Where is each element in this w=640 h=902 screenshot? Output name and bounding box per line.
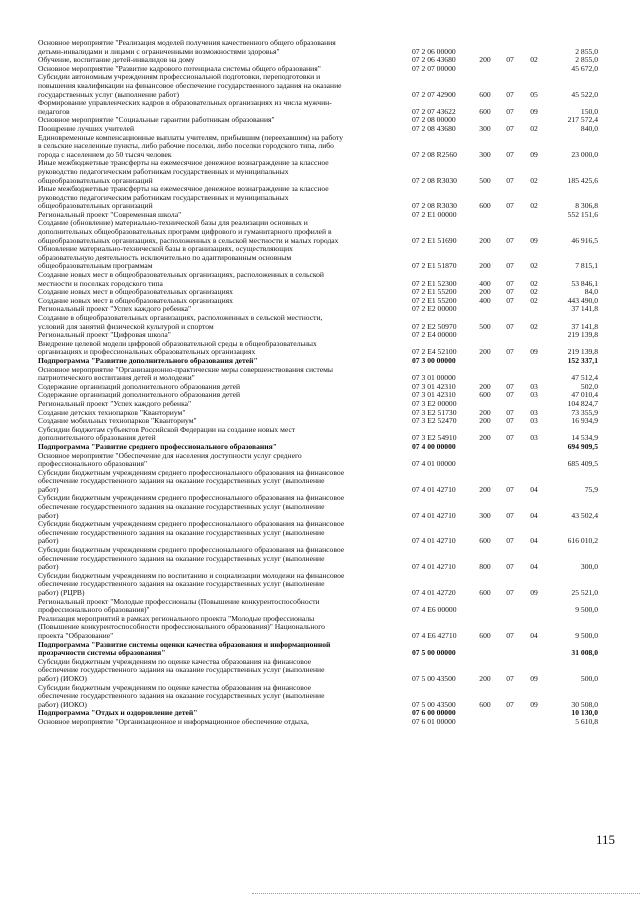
amount: 152 337,1 [567,355,598,365]
section-code: 07 [506,347,514,357]
target-article-code: 07 4 01 42710 [412,562,456,572]
subsection-code: 03 [530,407,538,417]
table-row [0,159,640,185]
amount: 219 139,8 [567,347,598,357]
subsection-code: 04 [530,630,538,640]
amount: 23 000,0 [571,149,598,159]
amount: 616 010,2 [567,536,598,546]
subsection-code: 03 [530,381,538,391]
row-description: Содержание организаций дополнительного образования детей [38,381,241,391]
amount: 53 846,1 [571,278,598,288]
table-row [0,520,640,546]
table-row [0,271,640,288]
target-article-code: 07 2 08 R3030 [412,175,457,185]
target-article-code: 07 6 00 00000 [412,708,456,718]
section-code: 07 [506,287,514,297]
expense-type: 400 [479,278,491,288]
subsection-code: 04 [530,510,538,520]
amount: 37 141,8 [571,304,598,314]
row-description: Субсидии бюджетным учреждениям среднего профессионального образования на финансовое обеспечение государственного задания на оказание государственных услуг (выполнение работ) [38,493,345,520]
row-description: Создание новых мест в общеобразовательных организациях [38,295,233,305]
amount: 14 534,9 [571,433,598,443]
target-article-code: 07 3 01 00000 [412,373,456,383]
expense-type: 200 [479,407,491,417]
row-description: Субсидии бюджетным учреждениям по оценке качества образования на финансовое обеспечение государственного задания на оказание государственных услуг (выполнение работ) (ИОКО) [38,682,325,709]
section-code: 07 [506,536,514,546]
section-code: 07 [506,699,514,709]
amount: 46 916,5 [571,235,598,245]
table-row [0,452,640,469]
amount: 500,0 [580,673,598,683]
amount: 7 815,1 [575,261,598,271]
section-code: 07 [506,630,514,640]
row-description: Основное мероприятие "Социальные гарантии работникам образования" [38,115,275,125]
table-row [0,134,640,160]
expense-type: 200 [479,347,491,357]
table-row [0,314,640,331]
target-article-code: 07 3 E2 54910 [412,433,457,443]
subprogram-row [0,641,640,658]
target-article-code: 07 6 01 00000 [412,716,456,726]
table-row [0,366,640,383]
expense-type: 500 [479,321,491,331]
row-description: Субсидии бюджетным учреждениям по воспитанию и социализации молодежи на финансовое обеспечение государственного задания на оказание государственных услуг (выполнение работ) (РЦРВ) [38,570,345,597]
subsection-code: 05 [530,89,538,99]
subsection-code: 02 [530,295,538,305]
expense-type: 500 [479,175,491,185]
expense-type: 800 [479,562,491,572]
amount: 37 141,8 [571,321,598,331]
target-article-code: 07 2 08 00000 [412,115,456,125]
table-row [0,185,640,211]
table-row [0,494,640,520]
section-code: 07 [506,106,514,116]
amount: 31 008,0 [571,648,598,658]
amount: 217 572,4 [567,115,598,125]
row-description: Поощрение лучших учителей [38,123,135,133]
table-row [0,572,640,598]
target-article-code: 07 3 E2 51730 [412,407,457,417]
row-description: Формирование управленческих кадров в образовательных организациях из числа мужчин- педагогов [38,98,332,116]
target-article-code: 07 2 07 42900 [412,89,456,99]
amount: 185 425,6 [567,175,598,185]
target-article-code: 07 2 E1 55200 [412,295,457,305]
target-article-code: 07 4 01 42710 [412,510,456,520]
target-article-code: 07 2 E4 00000 [412,330,457,340]
section-code: 07 [506,562,514,572]
expense-type: 300 [479,123,491,133]
target-article-code: 07 2 E2 00000 [412,304,457,314]
amount: 502,0 [580,381,598,391]
target-article-code: 07 4 01 00000 [412,459,456,469]
amount: 43 502,4 [571,510,598,520]
section-code: 07 [506,278,514,288]
subsection-code: 02 [530,175,538,185]
target-article-code: 07 4 01 42720 [412,588,456,597]
subsection-code: 09 [530,106,538,116]
amount: 8 306,8 [575,201,598,211]
subsection-code: 09 [530,588,538,597]
amount: 300,0 [580,562,598,572]
subsection-code: 03 [530,433,538,443]
subsection-code: 02 [530,123,538,133]
expense-type: 200 [479,287,491,297]
subsection-code: 02 [530,201,538,211]
table-row [0,658,640,684]
table-row [0,340,640,357]
amount: 75,9 [584,484,598,494]
row-description: Основное мероприятие "Обеспечение для населения доступности услуг среднего профессионального образования" [38,450,302,469]
row-description: Создание новых мест в общеобразовательных организациях, расположенных в сельской местности и поселках городского типа [38,270,324,288]
subsection-code: 04 [530,484,538,494]
expense-type: 600 [479,699,491,709]
expense-type: 200 [479,381,491,391]
amount: 5 610,8 [575,716,598,726]
section-code: 07 [506,381,514,391]
target-article-code: 07 4 01 42710 [412,536,456,546]
target-article-code: 07 4 E6 42710 [412,630,457,640]
target-article-code: 07 2 08 43680 [412,123,456,133]
target-article-code: 07 2 E1 00000 [412,209,457,219]
section-code: 07 [506,407,514,417]
section-code: 07 [506,588,514,597]
amount: 10 130,0 [571,708,598,718]
target-article-code: 07 3 01 42310 [412,381,456,391]
subsection-code: 02 [530,278,538,288]
row-description: Подпрограмма "Отдых и оздоровление детей" [38,708,198,718]
section-code: 07 [506,433,514,443]
target-article-code: 07 2 E4 52100 [412,347,457,357]
amount: 30 508,0 [571,699,598,709]
target-article-code: 07 2 07 00000 [412,63,456,73]
bottom-divider [252,893,640,894]
table-row [0,99,640,116]
row-description: Основное мероприятие "Реализация моделей получения качественного общего образования детьми-инвалидами и лицами с ограниченными возможностями здоровья" [38,38,336,56]
target-article-code: 07 4 01 42710 [412,484,456,494]
expense-type: 300 [479,510,491,520]
table-row [0,73,640,99]
table-row [0,219,640,245]
expense-type: 200 [479,673,491,683]
target-article-code: 07 2 E1 55200 [412,287,457,297]
row-description: Субсидии бюджетным учреждениям среднего профессионального образования на финансовое обеспечение государственного задания на оказание государственных услуг (выполнение работ) [38,519,345,546]
amount: 150,0 [580,106,598,116]
row-description: Подпрограмма "Развитие дополнительного образования детей" [38,355,258,365]
amount: 45 522,0 [571,89,598,99]
amount: 552 151,6 [567,209,598,219]
expense-type: 200 [479,261,491,271]
table-row [0,245,640,271]
section-code: 07 [506,175,514,185]
amount: 47 010,4 [571,390,598,400]
row-description: Региональный проект "Современная школа" [38,209,182,219]
row-description: Иные межбюджетные трансферты на ежемесячное денежное вознаграждение за классное руководство педагогическим работникам государственных и муниципальных общеобразовательных организаций [38,184,329,211]
table-row [0,426,640,443]
table-row [0,546,640,572]
expense-type: 200 [479,416,491,426]
row-description: Подпрограмма "Развитие системы оценки качества образования и информационной прозрачности системы образования" [38,639,331,658]
table-row [0,39,640,56]
expense-type: 200 [479,433,491,443]
subsection-code: 02 [530,261,538,271]
page-number: 115 [595,832,615,847]
section-code: 07 [506,89,514,99]
section-code: 07 [506,390,514,400]
subsection-code: 02 [530,55,538,65]
expense-type: 300 [479,149,491,159]
section-code: 07 [506,235,514,245]
row-description: Основное мероприятие "Организационно-практические меры совершенствования системы патриотического воспитания детей и молодежи" [38,364,334,383]
row-description: Создание новых мест в общеобразовательных организациях [38,287,233,297]
expense-type: 600 [479,536,491,546]
amount: 694 909,5 [567,441,598,451]
row-description: Основное мероприятие "Организационное и информационное обеспечение отдыха, [38,716,309,726]
row-description: Создание мобильных технопарков "Кванториум" [38,416,197,426]
row-description: Субсидии бюджетным учреждениям среднего профессионального образования на финансовое обеспечение государственного задания на оказание государственных услуг (выполнение работ) [38,545,345,572]
amount: 219 139,8 [567,330,598,340]
table-row [0,718,640,727]
subsection-code: 03 [530,390,538,400]
target-article-code: 07 5 00 43500 [412,673,456,683]
amount: 16 934,9 [571,416,598,426]
target-article-code: 07 5 00 00000 [412,648,456,658]
amount: 840,0 [580,123,598,133]
row-description: Содержание организаций дополнительного образования детей [38,390,241,400]
table-row [0,684,640,710]
row-description: Иные межбюджетные трансферты на ежемесячное денежное вознаграждение за классное руководство педагогическим работникам государственных и муниципальных общеобразовательных организаций [38,158,329,185]
amount: 45 672,0 [571,63,598,73]
subsection-code: 04 [530,562,538,572]
row-description: Создание в общеобразовательных организациях, расположенных в сельской местности, условий для занятий физической культурой и спортом [38,313,323,331]
target-article-code: 07 2 06 00000 [412,46,456,56]
table-row [0,615,640,641]
target-article-code: 07 4 E6 00000 [412,605,457,615]
section-code: 07 [506,510,514,520]
budget-table [0,39,640,727]
target-article-code: 07 3 01 42310 [412,390,456,400]
subsection-code: 02 [530,321,538,331]
row-description: Региональный проект "Успех каждого ребенка" [38,398,192,408]
row-description: Субсидии бюджетным учреждениям по оценке качества образования на финансовое обеспечение государственного задания на оказание государственных услуг (выполнение работ) (ИОКО) [38,656,325,683]
expense-type: 200 [479,235,491,245]
target-article-code: 07 2 E1 51870 [412,261,457,271]
target-article-code: 07 3 E2 00000 [412,398,457,408]
amount: 47 512,4 [571,373,598,383]
target-article-code: 07 2 E2 50970 [412,321,457,331]
amount: 9 500,0 [575,605,598,615]
section-code: 07 [506,321,514,331]
target-article-code: 07 2 E1 52300 [412,278,457,288]
section-code: 07 [506,261,514,271]
target-article-code: 07 2 07 43622 [412,106,456,116]
section-code: 07 [506,123,514,133]
amount: 9 500,0 [575,630,598,640]
target-article-code: 07 3 E2 52470 [412,416,457,426]
expense-type: 200 [479,484,491,494]
target-article-code: 07 2 06 43680 [412,55,456,65]
table-row [0,598,640,615]
section-code: 07 [506,416,514,426]
target-article-code: 07 5 00 43500 [412,699,456,709]
amount: 73 355,9 [571,407,598,417]
subsection-code: 03 [530,416,538,426]
row-description: Субсидии бюджетным учреждениям среднего профессионального образования на финансовое обеспечение государственного задания на оказание государственных услуг (выполнение работ) [38,467,345,494]
row-description: Обучение, воспитание детей-инвалидов на дому [38,55,195,65]
amount: 84,0 [584,287,598,297]
row-description: Реализация мероприятий в рамках регионального проекта "Молодые профессионалы (Повышение конкурентоспособности профессионального образования)" Национального проекта "Образование" [38,613,325,640]
row-description: Основное мероприятие "Развитие кадрового потенциала системы общего образования" [38,63,321,73]
expense-type: 600 [479,201,491,211]
expense-type: 600 [479,89,491,99]
subsection-code: 02 [530,287,538,297]
expense-type: 600 [479,106,491,116]
expense-type: 600 [479,588,491,597]
row-description: Региональный проект "Цифровая школа" [38,330,171,340]
amount: 104 824,7 [567,398,598,408]
row-description: Создание (обновление) материально-технической базы для реализации основных и дополнительных общеобразовательных программ цифрового и гуманитарного профилей в общеобразовательных организациях, расположенных в сельской местности и малых городах [38,218,339,245]
expense-type: 200 [479,55,491,65]
amount: 443 490,0 [567,295,598,305]
subsection-code: 04 [530,536,538,546]
subsection-code: 09 [530,149,538,159]
row-description: Подпрограмма "Развитие среднего профессионального образования" [38,441,278,451]
section-code: 07 [506,484,514,494]
amount: 685 409,5 [567,459,598,469]
target-article-code: 07 3 00 00000 [412,355,456,365]
section-code: 07 [506,201,514,211]
subsection-code: 09 [530,673,538,683]
table-row [0,469,640,495]
expense-type: 600 [479,630,491,640]
row-description: Субсидии бюджетам субъектов Российской Федерации на создание новых мест дополнительного образования детей [38,424,296,443]
target-article-code: 07 2 08 R3030 [412,201,457,211]
subsection-code: 09 [530,235,538,245]
row-description: Субсидии автономным учреждениям профессиональной подготовки, переподготовки и повышения квалификации на финансовое обеспечение государственного задания на оказание государственных услуг (выполнение работ) [38,72,342,99]
row-description: Региональный проект "Успех каждого ребенка" [38,304,192,314]
amount: 2 855,0 [575,55,598,65]
subsection-code: 09 [530,699,538,709]
row-description: Создание детских технопарков "Кванториум" [38,407,186,417]
subsection-code: 09 [530,347,538,357]
section-code: 07 [506,149,514,159]
target-article-code: 07 2 E1 51690 [412,235,457,245]
amount: 25 521,0 [571,588,598,597]
target-article-code: 07 4 00 00000 [412,441,456,451]
row-description: Внедрение целевой модели цифровой образовательной среды в общеобразовательных организациях и профессиональных образовательных организациях [38,338,317,357]
row-description: Единовременные компенсационные выплаты учителям, прибывшим (переехавшим) на работу в сельские населенные пункты, либо рабочие поселки, либо поселки городского типа, либо города с населением до 50 тысяч человек [38,132,344,159]
amount: 2 855,0 [575,46,598,56]
expense-type: 400 [479,295,491,305]
section-code: 07 [506,295,514,305]
row-description: Обновление материально-технической базы в организациях, осуществляющих образовательную деятельность исключительно по адаптированным основным общеобразовательным программам [38,244,293,271]
expense-type: 600 [479,390,491,400]
section-code: 07 [506,55,514,65]
target-article-code: 07 2 08 R2560 [412,149,457,159]
section-code: 07 [506,673,514,683]
row-description: Региональный проект "Молодые профессионалы (Повышение конкурентоспособности профессионального образования)" [38,596,320,615]
